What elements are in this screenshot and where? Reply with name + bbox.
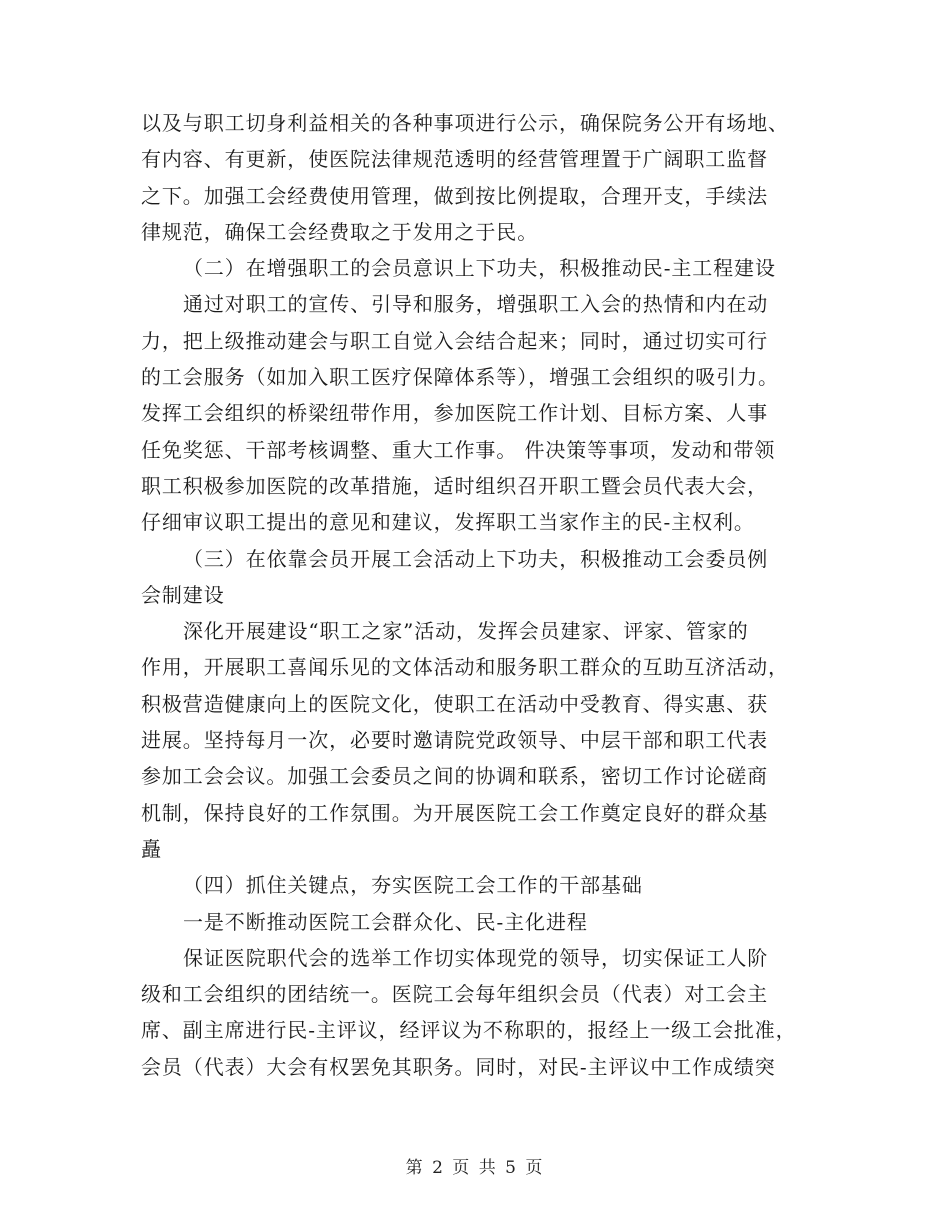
text-line: 有内容、有更新，使医院法律规范透明的经营管理置于广阔职工监督 (141, 147, 768, 172)
page-footer: 第 2 页 共 5 页 (405, 1158, 545, 1178)
text-line: 进展。坚持每月一次，必要时邀请院党政领导、中层干部和职工代表 (141, 728, 768, 753)
text-line: 的工会服务（如加入职工医疗保障体系等），增强工会组织的吸引力。 (141, 365, 779, 390)
text-line: 矗 (141, 836, 162, 861)
document-body (141, 105, 821, 1085)
text-line: 之下。加强工会经费使用管理，做到按比例提取，合理开支，手续法 (141, 183, 768, 208)
text-line: 仔细审议职工提出的意见和建议，发挥职工当家作主的民-主权利。 (141, 510, 755, 535)
text-line: 级和工会组织的团结统一。医院工会每年组织会员（代表）对工会主 (141, 982, 768, 1007)
text-line: 会员（代表）大会有权罢免其职务。同时，对民-主评议中工作成绩突 (141, 1054, 776, 1079)
text-line: 参加工会会议。加强工会委员之间的协调和联系，密切工作讨论磋商 (141, 764, 768, 789)
text-line: 职工积极参加医院的改革措施，适时组织召开职工暨会员代表大会， (141, 473, 768, 498)
text-line: 机制，保持良好的工作氛围。为开展医院工会工作奠定良好的群众基 (141, 800, 768, 825)
text-line: （四）抓住关键点，夯实医院工会工作的干部基础 (183, 873, 643, 898)
text-line: 会制建设 (141, 582, 225, 607)
text-line: （二）在增强职工的会员意识上下功夫，积极推动民-主工程建设 (183, 256, 776, 281)
text-line: 以及与职工切身利益相关的各种事项进行公示，确保院务公开有场地、 (141, 111, 789, 135)
text-line: 发挥工会组织的桥梁纽带作用，参加医院工作计划、目标方案、人事 (141, 401, 768, 426)
text-line: 席、副主席进行民-主评议，经评议为不称职的，报经上一级工会批准， (141, 1018, 797, 1043)
text-line: 积极营造健康向上的医院文化，使职工在活动中受教育、得实惠、获 (141, 691, 768, 716)
text-line: 任免奖惩、干部考核调整、重大工作事。 件决策等事项，发动和带领 (141, 437, 776, 462)
text-line: 深化开展建设“职工之家”活动，发挥会员建家、评家、管家的 (183, 619, 749, 644)
text-line: 作用，开展职工喜闻乐见的文体活动和服务职工群众的互助互济活动， (141, 655, 789, 680)
text-line: 力，把上级推动建会与职工自觉入会结合起来；同时，通过切实可行 (141, 328, 768, 353)
text-line: 通过对职工的宣传、引导和服务，增强职工入会的热情和内在动 (183, 292, 769, 317)
text-line: 保证医院职代会的选举工作切实体现党的领导，切实保证工人阶 (183, 945, 769, 970)
text-line: 律规范，确保工会经费取之于发用之于民。 (141, 219, 539, 244)
text-line: 一是不断推动医院工会群众化、民-主化进程 (183, 909, 588, 934)
text-line: （三）在依靠会员开展工会活动上下功夫，积极推动工会委员例 (183, 546, 769, 571)
